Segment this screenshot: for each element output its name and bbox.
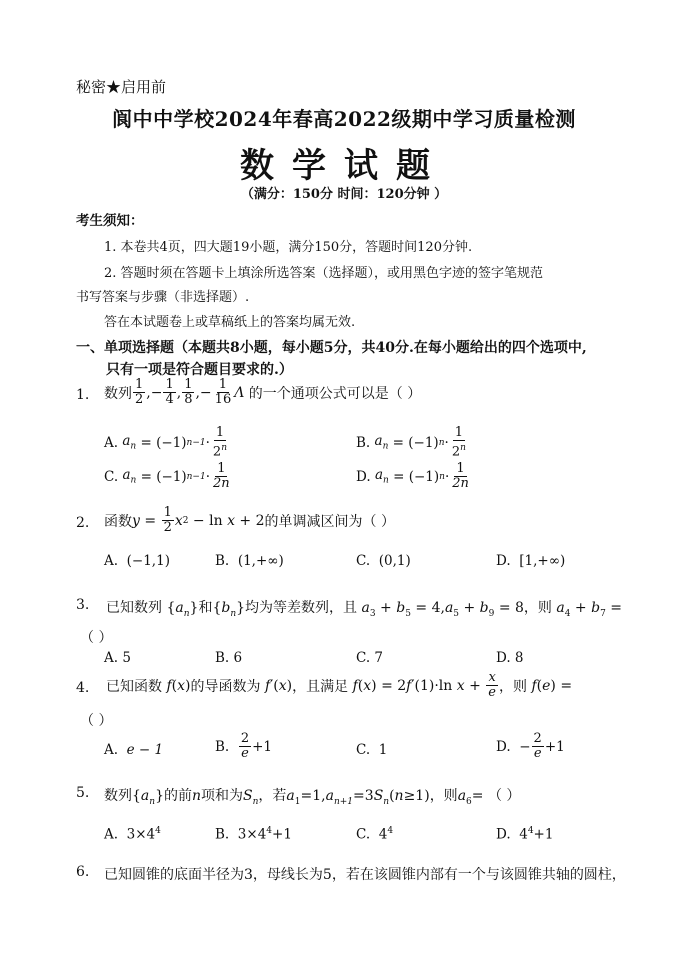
- question-6-number: 6.: [76, 864, 90, 880]
- question-5-number: 5.: [76, 785, 90, 801]
- subject-title: 数学试题: [240, 146, 448, 186]
- question-1-option-b[interactable]: B. $a_n$ = (−1) n · $\frac{1}{2^n}$: [356, 425, 466, 460]
- question-4-number: 4.: [76, 680, 90, 696]
- question-5-option-d[interactable]: D. $4^4+1$: [496, 826, 554, 843]
- section-title-line2: 只有一项是符合题目要求的.）: [106, 362, 293, 378]
- question-1-suffix: 的一个通项公式可以是（ ）: [248, 385, 422, 402]
- question-4-option-a[interactable]: A. e − 1: [104, 742, 164, 758]
- question-1-stem: 数列 $\frac{1}{2}$ ,− $\frac{1}{4}$ , $\frac{1}{8}$ ,− $\frac{1}{16}$ Λ 的一个通项公式可以是（ ）: [104, 377, 422, 407]
- question-2-stem: 函数 y = $\frac{1}{2}$ x 2 − ln x + 2 的单调减区间为（ ）: [104, 505, 395, 535]
- section-title: 一、单项选择题（本题共8小题，每小题5分，共40分.在每小题给出的四个选项中,: [76, 340, 587, 356]
- question-4-option-d[interactable]: D. − $\frac{2}{e}$ +1: [496, 731, 565, 761]
- question-2-option-c[interactable]: C. (0,1): [356, 553, 411, 569]
- question-3-option-a[interactable]: A. 5: [104, 650, 131, 666]
- notice-item-1: 1. 本卷共4页，四大题19小题，满分150分，答题时间120分钟.: [104, 240, 473, 255]
- notice-item-3: 答在本试题卷上或草稿纸上的答案均属无效.: [104, 315, 356, 330]
- question-1-option-c[interactable]: C. $a_n$ = (−1) n−1 · $\frac{1}{2n}$: [104, 461, 230, 491]
- question-1-number: 1.: [76, 387, 90, 403]
- question-4-option-c[interactable]: C. 1: [356, 742, 388, 758]
- question-2-option-b[interactable]: B. (1,+∞): [215, 553, 284, 569]
- question-5-option-a[interactable]: A. $3\times 4^4$: [104, 826, 161, 843]
- question-1-option-d[interactable]: D. $a_n$ = (−1) n · $\frac{1}{2n}$: [356, 461, 469, 491]
- question-3-option-b[interactable]: B. 6: [215, 650, 243, 666]
- confidential-label: 秘密★启用前: [76, 78, 167, 96]
- question-2-option-a[interactable]: A. (−1,1): [104, 553, 170, 569]
- notice-item-2-line1: 2. 答题时须在答题卡上填涂所选答案（选择题），或用黑色字迹的签字笔规范: [104, 266, 544, 281]
- question-5-stem: 数列$\{a_n\}$的前n项和为$S_n$，若$a_1=1,a_{n+1}=3S_n(n\ge 1)$，则$a_6=$ （ ）: [104, 788, 521, 807]
- question-4-option-b[interactable]: B. $\frac{2}{e}$ +1: [215, 731, 272, 761]
- question-3-number: 3.: [76, 597, 90, 613]
- question-5-option-c[interactable]: C. $4^4$: [356, 826, 394, 843]
- score-info: （满分：150分 时间：120分钟 ）: [240, 187, 448, 202]
- question-4-stem: 已知函数 f ( x ) 的导函数为 f ′( x ) ，且满足 f ( x ) = 2 f ′(1)·ln x + $\frac{x}{e}$ ，则 f ( e ) =: [106, 670, 573, 700]
- question-1-option-a[interactable]: A. $a_n$ = (−1) n−1 · $\frac{1}{2^n}$: [104, 425, 227, 460]
- school-title: 阆中中学校2024年春高2022级期中学习质量检测: [112, 107, 576, 131]
- question-3-option-d[interactable]: D. 8: [496, 650, 524, 666]
- question-3-answer-paren: （ ）: [80, 630, 113, 646]
- question-4-answer-paren: （ ）: [80, 713, 113, 729]
- question-2-number: 2.: [76, 515, 90, 531]
- notice-title: 考生须知：: [76, 213, 144, 229]
- question-6-stem: 已知圆锥的底面半径为3，母线长为5，若在该圆锥内部有一个与该圆锥共轴的圆柱，: [104, 867, 626, 883]
- question-3-option-c[interactable]: C. 7: [356, 650, 384, 666]
- question-2-option-d[interactable]: D. [1,+∞): [496, 553, 566, 569]
- question-5-option-b[interactable]: B. $3\times 4^4+1$: [215, 826, 292, 843]
- notice-item-2-line2: 书写答案与步骤（非选择题）.: [76, 290, 250, 305]
- question-3-stem: 已知数列 $\{a_n\}$和$\{b_n\}$均为等差数列，且 $a_3 + b_5 = 4,a_5 + b_9 = 8$，则 $a_4 + b_7$ =: [106, 600, 622, 619]
- question-1-prefix: 数列: [104, 385, 132, 402]
